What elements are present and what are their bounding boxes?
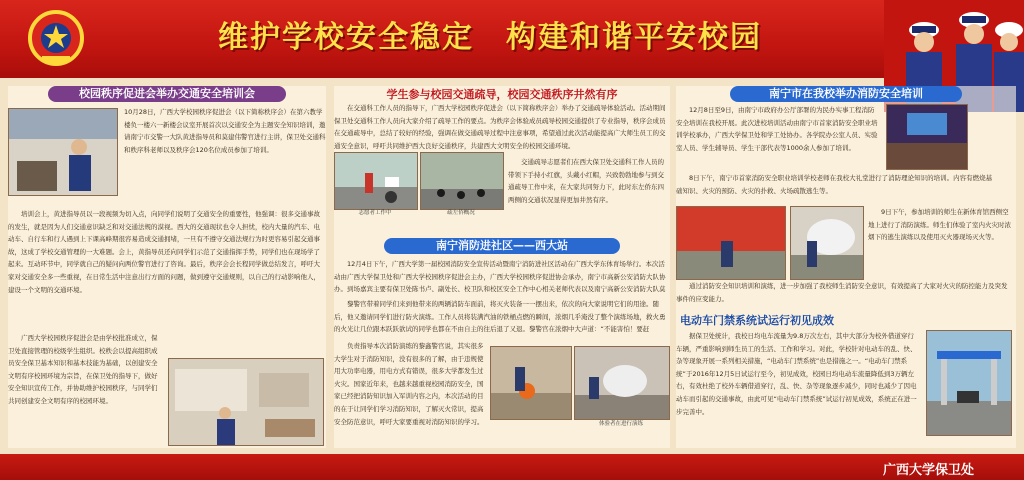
left-heading: 校园秩序促进会举办交通安全培训会 xyxy=(48,86,286,102)
caption-drill: 体验者在进行演练 xyxy=(598,421,643,427)
gate-system-photo xyxy=(926,330,1012,436)
fire-drill-photo-2 xyxy=(574,346,670,420)
right-para-3: 9日下午，参加培训的师生在新体育馆西侧空地上进行了消防演练。师生们体验了室内火灾时浓烟下的逃生演练以及使用灭火器现场灭火等。 xyxy=(868,208,1011,242)
right-para-5: 据保卫处统计，我校日均电车流量为9.8万次左右，其中大部分为校外借道穿行车辆，严重影响到师生员工的生活、工作和学习。对此，学校针对电动车的乱、快、杂等现象开展一系列相关措施，“电动车门禁系统”也是措施之一。“电动车门禁系统”于2016年12月5日试运行至今，初见成效，校园日均电动车流量降低到3万辆左右，有效杜绝了校外车辆借道穿行，乱、快、杂等现象逐步减少，同时也减少了因电动车而引起的交通事故，由此可见“电动车门禁系统”试运行初见成效，系统正在进一步完善中。 xyxy=(676,332,917,416)
middle-heading-2: 南宁消防进社区——西大站 xyxy=(384,238,620,254)
top-banner xyxy=(0,0,1024,78)
banner-title: 维护学校安全稳定 构建和谐平安校园 xyxy=(218,20,762,55)
caption-volunteers: 志愿者工作中 xyxy=(358,210,392,216)
extinguisher-drill-photo xyxy=(676,206,786,280)
traffic-photo xyxy=(420,152,504,210)
safety-event-photo xyxy=(168,358,324,446)
right-para-1: 12月8日至9日，由南宁市政府办公厅部署的为民办实事工程消防安全培训在我校开展。此次进校培训活动由南宁市首家消防安全职业培训学校承办，广西大学保卫处和学工处协办。各学院办公室人员、实验室人员、学生辅导员、学生干部代表等1000余人参加了培训。 xyxy=(676,106,878,152)
middle-heading-1: 学生参与校园交通疏导，校园交通秩序井然有序 xyxy=(386,88,618,101)
police-emblem-icon xyxy=(26,8,86,68)
right-para-2: 8日下午，南宁市首家消防安全职业培训学校老师在我校大礼堂进行了消防理论知识的培训。内容有燃烧基础知识、火灾的预防、火灾的扑救、火场疏散逃生等。 xyxy=(676,174,993,195)
right-para-4: 通过消防安全知识培训和演练，进一步加强了我校师生消防安全意识，有效提高了大家对火灾的防控能力及突发事件的应变能力。 xyxy=(676,282,1008,303)
bottom-footer xyxy=(0,454,1024,480)
right-panel xyxy=(676,86,1016,448)
middle-para-1: 在交通科工作人员的指导下，广西大学校园秩序促进会（以下简称秩序会）举办了交通疏导体验活动。活动期间保卫处交通科工作人员向大家介绍了疏导工作的要点。为秩序会体验成员疏导校园交通提供了专业指导，秩序会成员在交通疏导中，总结了较好的经验，强调在做交通疏导过程中注意事项，希望通过此次活动能提高广大师生员工的交通安全意识，呼吁共同维护西大良好交通秩序，共建西大文明安全的校园交通环境。 xyxy=(334,104,666,150)
right-heading-2: 电动车门禁系统试运行初见成效 xyxy=(680,314,834,327)
lecture-hall-photo xyxy=(886,104,968,170)
middle-para-4: 黎警官带着同学们来到他带来的两辆消防车面前，将灭火装备一一摆出来，依次的向大家说明它们的用途。随后，他又邀请同学们进行防火演练。工作人员将装满汽油的铁桶点燃的瞬间，浓烟几乎淹没了整个演练场地，救火勇的火光让几位跟本跃跃欲试的同学也都在不由自主的往后退了又退。黎警官在浓烟中大声道：“不能害怕！要赶 xyxy=(334,300,666,334)
left-para-2: 培训会上，黄进指导员以一段视频为切入点，向同学们说明了交通安全的重要性，他强调：很多交通事故的发生，就是因为人们交通意识缺乏和对交通法规的漠视。西大的交通现状也令人担忧，校内大量的汽车、电动车、自行车和行人遇到上下课高峰期很容易造成交通拥堵，一旦有不遵守交通法规行为时更容易引起交通事故，这成了学校交通管理的一大难题。会上，黄指导员还向同学们示范了交通指挥手势，同学们也在现场学了起来。互动环节中，同学就自己的疑问向两位警官进行了咨询。最后，秩序会会长程同学做总结发言，呼吁大家对交通安全多一些重视，在日常生活中注意出行方面的问题，做到遵守交通规则，以自己的行动影响他人，建设一个文明的交通环境。 xyxy=(8,210,320,294)
right-heading-1: 南宁市在我校举办消防安全培训 xyxy=(730,86,962,102)
smoke-drill-photo xyxy=(790,206,864,280)
left-para-3: 广西大学校园秩序促进会是由学校批准成立，保卫处直接管理的校级学生组织。校秩会以提高组织成员安全保卫基本知识和基本技能为基础，以创建安全文明有序校园环境为宗旨，在保卫处的指导下，做好安全知识宣传工作，并协助维护校园秩序，与同学们共同创建安全文明有序的校园环境。 xyxy=(8,334,158,405)
caption-traffic: 疏左侨概况 xyxy=(447,210,475,216)
middle-para-5: 负责指导本次消防演练的黎鑫警官说，其实很多大学生对于消防知识，没有很多的了解，由于违规使用大功率电器，用电方式有错误，很多大学都发生过火灾。国家近年来，也越来越重视校园消防安全，国家已经把消防知识加入军训内容之内，本次活动的目的在于让同学们学习消防知识，了解灭火常识，提高安全防范意识，呼吁大家要重视对消防知识的学习。 xyxy=(334,342,484,426)
middle-panel xyxy=(334,86,670,448)
left-panel xyxy=(8,86,326,448)
left-para-1: 10月28日，广西大学校园秩序促进会（以下简称秩序会）在第六教学楼负一楼六一新楼会议室开展首次以交通安全为主题安全知识培训，邀请南宁市交警一大队黄进指导员和莫建伟警官进行主讲，保卫处交通科和秩序科老师以及秩序会120名位成员参加了培训。 xyxy=(124,108,326,154)
volunteers-photo xyxy=(334,152,418,210)
middle-para-2: 交通疏导志愿者们在西大保卫处交通科工作人员的带领下手持小红旗，头戴小红帽，兴致勃勃地参与到交通疏导工作中来，在大家共同努力下，此时东左侨东四两侧的交通状况显得更加井然有序。 xyxy=(508,158,664,204)
fire-drill-photo-1 xyxy=(490,346,572,420)
footer-org: 广西大学保卫处 xyxy=(882,463,974,478)
middle-para-3: 12月4日下午，广西大学第一届校园消防安全宣传活动暨南宁消防进社区活动在广西大学东体育场举行。本次活动由广西大学保卫处和广西大学校园秩序促进会主办，广西大学校园秩序促进协会承办，南宁市高新公安消防大队协办。到场嘉宾主要有保卫处陈书卢、副处长、校卫队和校区安全工作中心相关老师代表以及南宁高新公安消防大队莫 xyxy=(334,260,666,294)
